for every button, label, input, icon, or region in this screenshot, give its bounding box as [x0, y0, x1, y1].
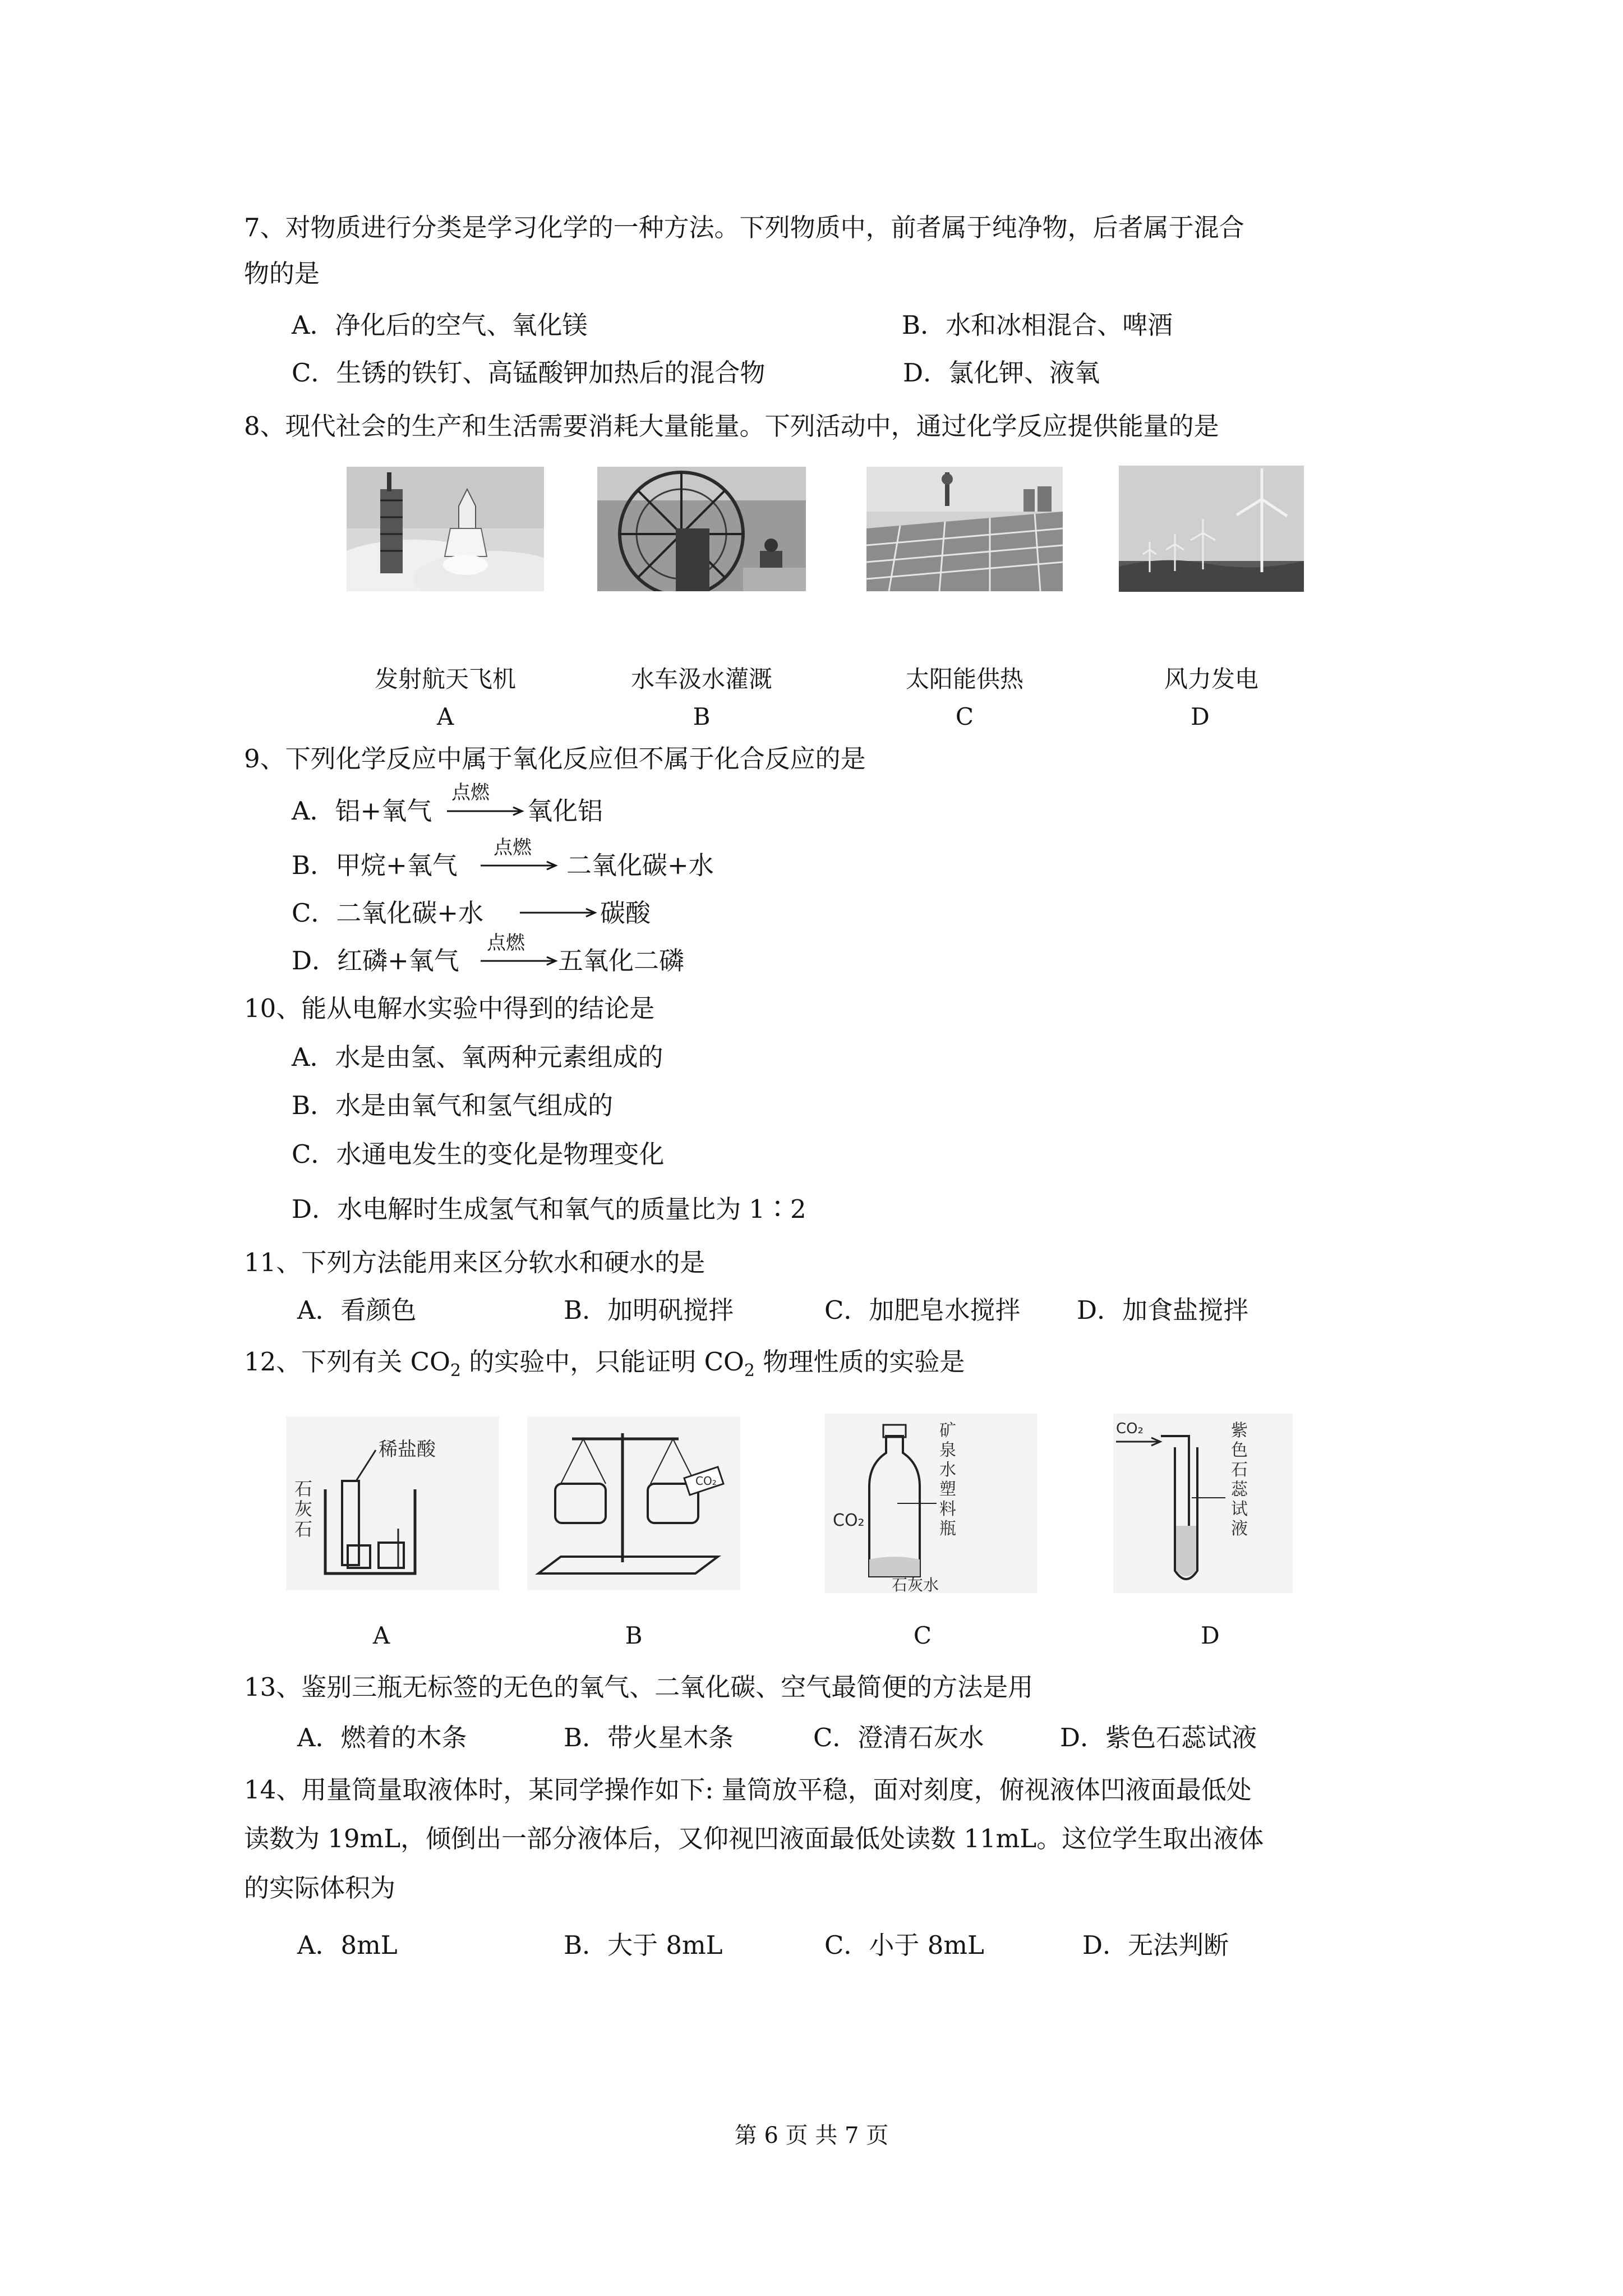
diagram-d-label-litmus — [1231, 1421, 1248, 1539]
svg-text:蕊: 蕊 — [1231, 1480, 1248, 1499]
q9-option-b-condition: 点燃 — [494, 836, 532, 859]
q8-letter-b: B — [693, 703, 711, 730]
q9-option-b-reactants: B．甲烷+氧气 — [292, 850, 458, 880]
q11-option-d: D．加食盐搅拌 — [1077, 1295, 1249, 1325]
page-footer: 第 6 页 共 7 页 — [734, 2123, 889, 2148]
solar-heating-photo — [866, 467, 1063, 591]
svg-text:紫: 紫 — [1231, 1421, 1248, 1441]
q14-option-a: A．8mL — [297, 1930, 398, 1960]
q9-option-b-product: 二氧化碳+水 — [566, 850, 714, 880]
diagram-c-bottle — [824, 1414, 1038, 1593]
q10-option-c: C．水通电发生的变化是物理变化 — [292, 1139, 665, 1169]
q13-option-c: C．澄清石灰水 — [813, 1723, 984, 1752]
q13-option-a: A．燃着的木条 — [297, 1723, 467, 1752]
q14-stem-line2: 读数为 19mL，倾倒出一部分液体后，又仰视凹液面最低处读数 11mL。这位学生取出液体 — [244, 1824, 1264, 1853]
water-wheel-photo — [597, 467, 806, 591]
q13-option-d: D．紫色石蕊试液 — [1060, 1723, 1257, 1752]
q12-letter-d: D — [1201, 1622, 1220, 1649]
space-shuttle-launch-photo — [347, 467, 544, 591]
q7-option-d: D．氯化钾、液氧 — [903, 358, 1100, 388]
q10-option-a: A．水是由氢、氧两种元素组成的 — [292, 1042, 663, 1072]
q7-option-a: A．净化后的空气、氧化镁 — [292, 310, 588, 340]
q12-stem: 12、下列有关 $CO_2$ 的实验中，只能证明 $CO_2$ 物理性质的实验是 — [244, 1347, 965, 1381]
q8-stem: 8、现代社会的生产和生活需要消耗大量能量。下列活动中，通过化学反应提供能量的是 — [244, 411, 1219, 441]
q9-option-d-arrow — [479, 955, 558, 967]
diagram-c-label-co2: CO₂ — [833, 1511, 865, 1530]
q13-stem: 13、鉴别三瓶无标签的无色的氧气、二氧化碳、空气最简便的方法是用 — [244, 1672, 1034, 1702]
q11-stem: 11、下列方法能用来区分软水和硬水的是 — [244, 1248, 706, 1277]
diagram-a-acid-limestone — [286, 1416, 499, 1590]
svg-text:石: 石 — [1231, 1460, 1248, 1480]
q11-option-b: B．加明矾搅拌 — [564, 1295, 734, 1325]
q12-letter-c: C — [913, 1622, 932, 1649]
q8-letter-a: A — [436, 703, 454, 730]
q11-option-a: A．看颜色 — [297, 1295, 417, 1325]
q10-stem: 10、能从电解水实验中得到的结论是 — [244, 993, 655, 1023]
q14-stem-line3: 的实际体积为 — [244, 1873, 396, 1903]
q14-option-b: B．大于 8mL — [564, 1930, 723, 1960]
svg-text:水: 水 — [939, 1460, 956, 1480]
q12-letter-a: A — [372, 1622, 390, 1649]
svg-text:矿: 矿 — [939, 1421, 956, 1441]
q9-option-a-arrow — [446, 806, 524, 817]
diagram-b-label-co2: CO₂ — [695, 1474, 717, 1488]
diagram-a-label-acid: 稀盐酸 — [379, 1438, 436, 1461]
q7-stem-line2: 物的是 — [244, 259, 320, 288]
svg-text:料: 料 — [939, 1499, 956, 1519]
q9-option-c-arrow — [519, 907, 597, 918]
svg-text:试: 试 — [1231, 1499, 1248, 1519]
q9-option-a-reactants: A．铝+氧气 — [292, 796, 432, 826]
q9-option-d-condition: 点燃 — [487, 932, 525, 954]
q9-option-d-product: 五氧化二磷 — [558, 946, 685, 976]
q14-option-d: D．无法判断 — [1082, 1930, 1229, 1960]
svg-text:液: 液 — [1231, 1519, 1248, 1539]
diagram-c-label-bottle — [939, 1421, 956, 1539]
diagram-d-label-co2: CO₂ — [1116, 1420, 1144, 1437]
q9-option-c-product: 碳酸 — [600, 898, 651, 928]
q12-letter-b: B — [625, 1622, 643, 1649]
q9-option-d-reactants: D．红磷+氧气 — [292, 946, 459, 976]
diagram-b-balance — [527, 1416, 740, 1590]
diagram-d-litmus — [1113, 1414, 1293, 1593]
q7-option-b: B．水和冰相混合、啤酒 — [902, 310, 1173, 340]
q8-caption-d: 风力发电 — [1164, 665, 1258, 693]
svg-text:色: 色 — [1231, 1441, 1248, 1460]
q8-letter-d: D — [1191, 703, 1210, 730]
q7-stem-line1: 7、对物质进行分类是学习化学的一种方法。下列物质中，前者属于纯净物，后者属于混合 — [244, 213, 1244, 242]
q8-caption-a: 发射航天飞机 — [374, 665, 516, 693]
q8-caption-c: 太阳能供热 — [905, 665, 1023, 693]
q14-stem-line1: 14、用量筒量取液体时，某同学操作如下: 量筒放平稳，面对刻度，俯视液体凹液面最低处 — [244, 1775, 1252, 1805]
diagram-c-label-limewater: 石灰水 — [892, 1576, 939, 1593]
svg-text:塑: 塑 — [939, 1480, 956, 1499]
q14-option-c: C．小于 8mL — [824, 1930, 984, 1960]
q9-stem: 9、下列化学反应中属于氧化反应但不属于化合反应的是 — [244, 744, 866, 774]
q9-option-b-arrow — [479, 860, 558, 871]
q9-option-a-condition: 点燃 — [451, 781, 490, 804]
q11-option-c: C．加肥皂水搅拌 — [824, 1295, 1021, 1325]
q8-caption-b: 水车汲水灌溉 — [630, 665, 772, 693]
q8-letter-c: C — [955, 703, 974, 730]
q10-option-d: D．水电解时生成氢气和氧气的质量比为 1∶2 — [292, 1194, 806, 1224]
q9-option-c-reactants: C．二氧化碳+水 — [292, 898, 484, 928]
wind-turbines-photo — [1119, 466, 1304, 592]
svg-text:瓶: 瓶 — [939, 1519, 956, 1539]
svg-text:泉: 泉 — [939, 1441, 956, 1460]
q7-option-c: C．生锈的铁钉、高锰酸钾加热后的混合物 — [292, 358, 766, 388]
q13-option-b: B．带火星木条 — [564, 1723, 734, 1752]
q10-option-b: B．水是由氧气和氢气组成的 — [292, 1091, 614, 1120]
q9-option-a-product: 氧化铝 — [527, 796, 603, 826]
diagram-a-label-limestone: 石灰石 — [294, 1478, 313, 1540]
